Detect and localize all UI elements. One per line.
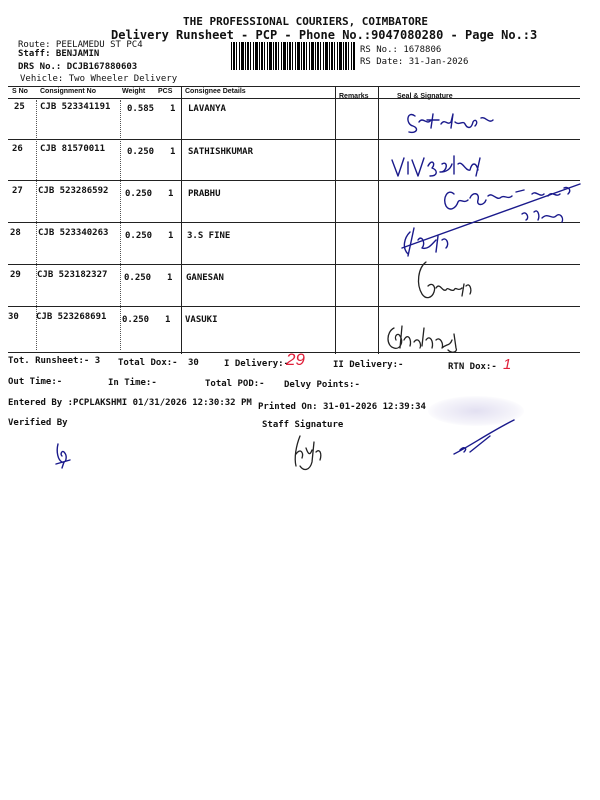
row-consignment: CJB 523182327 (37, 270, 108, 280)
staff-label: Staff: BENJAMIN (18, 49, 100, 59)
entered-by: Entered By :PCPLAKSHMI 01/31/2026 12:30:32 PM (8, 398, 252, 408)
verified-by-label: Verified By (8, 418, 68, 428)
total-pod-label: Total POD:- (205, 379, 265, 389)
col-header-seal-signature: Seal & Signature (397, 93, 453, 100)
row-pcs: 1 (167, 273, 173, 283)
row-weight: 0.585 (127, 104, 155, 114)
verified-by-signature (50, 440, 80, 470)
out-time-label: Out Time:- (8, 377, 63, 387)
col-sep-signature (378, 86, 379, 354)
row-consignment: CJB 523268691 (36, 312, 107, 322)
row-divider (8, 139, 580, 140)
tot-runsheet: Tot. Runsheet:- 3 (8, 356, 101, 366)
row-consignee: VASUKI (185, 315, 218, 325)
row-consignee: GANESAN (186, 273, 224, 283)
row-weight: 0.250 (127, 147, 155, 157)
row-consignee: LAVANYA (188, 104, 226, 114)
vehicle-label: Vehicle: Two Wheeler Delivery (20, 74, 178, 84)
col-sep-remarks (335, 86, 336, 354)
col-dots-weight (120, 100, 121, 350)
company-name: THE PROFESSIONAL COURIERS, COIMBATORE (183, 15, 429, 28)
row-sno: 25 (14, 102, 25, 112)
col-header-weight: Weight (122, 88, 146, 95)
i-delivery-label: I Delivery:- (224, 359, 290, 369)
staff-signature-label: Staff Signature (262, 420, 344, 430)
row-weight: 0.250 (125, 231, 153, 241)
row-consignee: PRABHU (188, 189, 221, 199)
runsheet-title: Delivery Runsheet - PCP - Phone No.:9047080280 - Page No.:3 (111, 28, 538, 42)
row-sno: 29 (10, 270, 21, 280)
row-consignee: 3.S FINE (187, 231, 231, 241)
col-header-consignee: Consignee Details (185, 88, 246, 95)
route-label: Route: PEELAMEDU ST PC4 (18, 40, 143, 50)
drs-number: DRS No.: DCJB167880603 (18, 62, 138, 72)
row-pcs: 1 (170, 104, 176, 114)
row-pcs: 1 (165, 315, 171, 325)
row-divider (8, 264, 580, 265)
table-top-border (8, 86, 580, 87)
i-delivery-handwritten: 29 (286, 350, 305, 369)
row-pcs: 1 (168, 189, 174, 199)
barcode-image (231, 42, 355, 70)
staff-signature (286, 432, 332, 474)
rs-number: RS No.: 1678806 (360, 45, 442, 55)
row-weight: 0.250 (122, 315, 150, 325)
staff-signature-mark (450, 416, 520, 458)
total-dox-label: Total Dox:- (118, 358, 178, 368)
row-sno: 27 (12, 186, 23, 196)
signature-row-25 (405, 104, 515, 138)
row-consignment: CJB 523341191 (40, 102, 111, 112)
printed-on: Printed On: 31-01-2026 12:39:34 (258, 402, 426, 412)
row-pcs: 1 (170, 147, 176, 157)
row-sno: 28 (10, 228, 21, 238)
row-consignment: CJB 81570011 (40, 144, 106, 154)
row-sno: 26 (12, 144, 23, 154)
total-dox-value: 30 (188, 358, 199, 368)
row-pcs: 1 (168, 231, 174, 241)
ii-delivery-label: II Delivery:- (333, 360, 404, 370)
rtn-dox-handwritten: 1 (503, 356, 512, 373)
rtn-dox-label: RTN Dox:- (448, 362, 497, 372)
row-consignee: SATHISHKUMAR (188, 147, 254, 157)
row-consignment: CJB 523340263 (38, 228, 109, 238)
col-header-sno: S No (12, 88, 28, 95)
row-divider (8, 306, 580, 307)
row-weight: 0.250 (124, 273, 152, 283)
table-header-border (8, 98, 580, 99)
signature-row-29 (412, 256, 482, 304)
col-sep-consignee (181, 86, 182, 354)
signature-row-27-28 (392, 178, 582, 263)
col-header-pcs: PCS (158, 88, 173, 95)
delvy-points-label: Delvy Points:- (284, 380, 360, 390)
in-time-label: In Time:- (108, 378, 157, 388)
row-sno: 30 (8, 312, 19, 322)
signature-row-30 (382, 318, 482, 354)
row-consignment: CJB 523286592 (38, 186, 109, 196)
col-header-remarks: Remarks (339, 93, 369, 100)
row-weight: 0.250 (125, 189, 153, 199)
col-header-consignment: Consignment No (40, 88, 96, 95)
rs-date: RS Date: 31-Jan-2026 (360, 57, 469, 67)
